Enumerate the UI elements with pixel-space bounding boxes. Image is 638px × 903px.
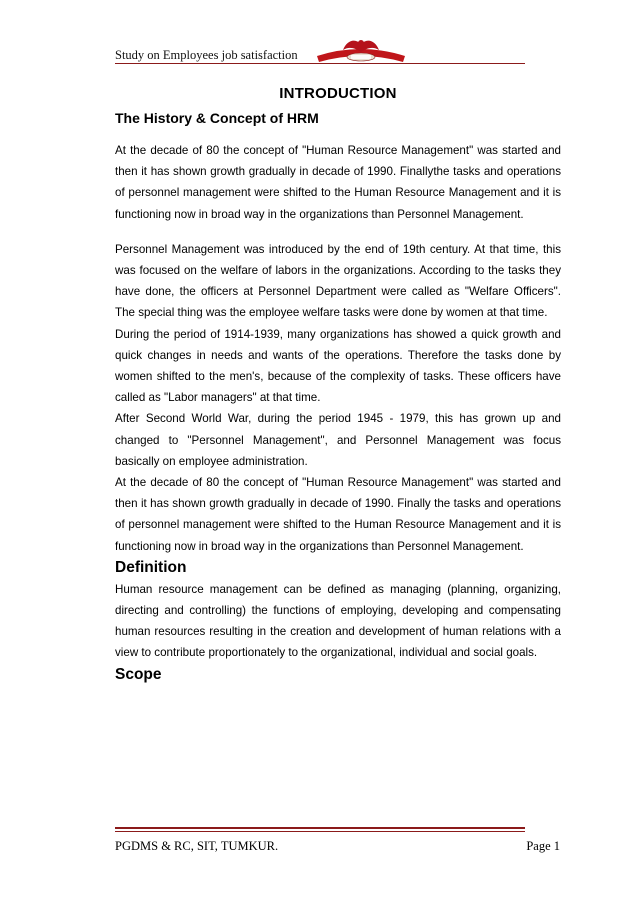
footer-page-number: Page 1 — [526, 839, 560, 853]
header-title: Study on Employees job satisfaction — [115, 48, 298, 62]
paragraph: Personnel Management was introduced by the end of 19th century. At that time, this was focused on the welfare of labors in the organizations. According to the tasks they have done, the officers at Personnel Department were called as "Welfare Officers". The special thing was the employee welfare tasks were done by women at that time. — [115, 242, 561, 320]
paragraph: Human resource management can be defined as managing (planning, organizing, directing and controlling) the functions of employing, developing and compensating human resources resulting in the creation and development of human relations with a view to contribute proportionately to the organizational, individual and social goals. — [115, 582, 561, 660]
section-heading-definition: Definition — [115, 558, 187, 576]
footer-divider — [115, 827, 525, 829]
paragraph: During the period of 1914-1939, many organizations has showed a quick growth and quick changes in needs and wants of the operations. Therefore the tasks done by women shifted to the men's, because of the complexity of tasks. These officers have called as "Labor managers" at that time. — [115, 327, 561, 405]
section-heading-scope: Scope — [115, 665, 162, 683]
document-title: INTRODUCTION — [279, 85, 397, 102]
header-divider — [115, 63, 525, 64]
footer-institution: PGDMS & RC, SIT, TUMKUR. — [115, 839, 279, 853]
footer-divider-thin — [115, 831, 525, 832]
paragraph: After Second World War, during the period 1945 - 1979, this has grown up and changed to "Personnel Management", and Personnel Management was focus basically on employee administration. — [115, 412, 561, 468]
section-heading-history: The History & Concept of HRM — [115, 110, 319, 126]
paragraph: At the decade of 80 the concept of "Human Resource Management" was started and then it has shown growth gradually in decade of 1990. Finally the tasks and operations of personnel management were shifted to the Human Resource Management and it is functioning now in broad way in the organizations than Personnel Management. — [115, 476, 561, 553]
main-content — [115, 85, 561, 686]
college-crest-logo-icon — [315, 36, 407, 66]
paragraph: At the decade of 80 the concept of "Human Resource Management" was started and then it has shown growth gradually in decade of 1990. Finallythe tasks and operations of personnel management were shifted to the Human Resource Management and it is functioning now in broad way in the organizations than Personnel Management. — [115, 144, 561, 221]
